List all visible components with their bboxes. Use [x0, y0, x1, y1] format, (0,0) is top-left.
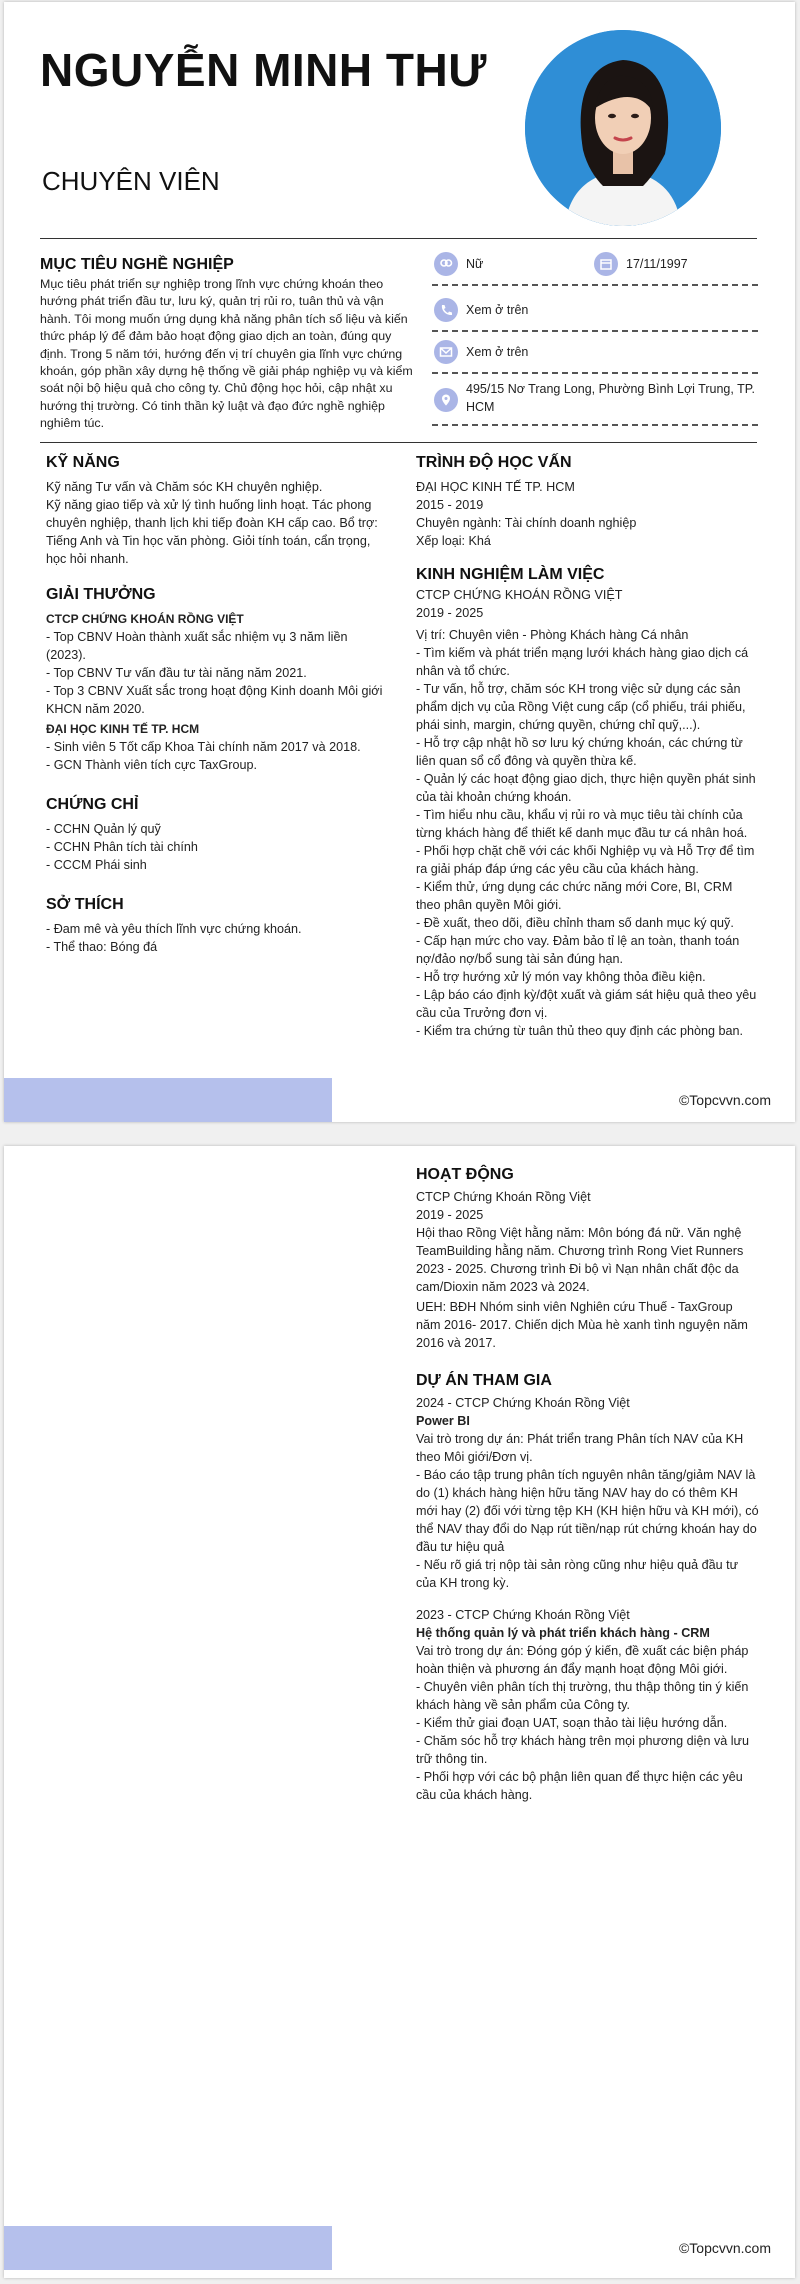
objective-title: MỤC TIÊU NGHỀ NGHIỆP [40, 256, 234, 273]
section-divider [40, 442, 757, 443]
contact-divider [432, 284, 758, 286]
activities-company: CTCP Chứng Khoán Rồng Việt [416, 1190, 591, 1204]
experience-item: - Phối hợp chặt chẽ với các khối Nghiệp vụ và Hỗ Trợ để tìm ra giải pháp đáp ứng các yêu cầu của khách hàng. [416, 844, 755, 876]
experience-position: Vị trí: Chuyên viên - Phòng Khách hàng Cá nhân [416, 628, 689, 642]
experience-item: - Đề xuất, theo dõi, điều chỉnh tham số danh mục ký quỹ. [416, 916, 734, 930]
experience-item: - Tìm kiếm và phát triển mạng lưới khách hàng giao dịch cá nhân và tổ chức. [416, 646, 749, 678]
project-header: 2024 - CTCP Chứng Khoán Rồng Việt [416, 1396, 630, 1410]
footer-accent-bar [4, 1078, 332, 1122]
award-item: - GCN Thành viên tích cực TaxGroup. [46, 758, 257, 772]
experience-company: CTCP CHỨNG KHOÁN RỒNG VIỆT [416, 588, 623, 602]
project-role: Vai trò trong dự án: Phát triển trang Phân tích NAV của KH theo Môi giới/Đơn vị. [416, 1432, 744, 1464]
experience-item: - Hỗ trợ cập nhật hồ sơ lưu ký chứng khoán, các chứng từ liên quan sổ cổ đông và quyền thừa kế. [416, 736, 743, 768]
objective-text: Mục tiêu phát triển sự nghiệp trong lĩnh vực chứng khoán theo hướng phát triển đầu tư, lưu ký, quản trị rủi ro, tuân thủ và vận hành. Tôi mong muốn ứng dụng khả năng phân tích số liệu và kiến thức pháp lý để đảm bảo hoạt động giao dịch an toàn, đúng quy định. Trong 5 năm tới, hướng đến vị trí chuyên gia lĩnh vực chứng khoán, góp phần xây dựng hệ thống về giải pháp nghiệp vụ và kiểm soát nội bộ hiệu quả cho công ty. Chủ động học hỏi, cập nhật xu hướng thị trường. Có tinh thần kỷ luật và đạo đức nghề nghiệp nghiêm túc. [40, 277, 413, 431]
calendar-icon [594, 252, 618, 276]
project-name: Hệ thống quản lý và phát triển khách hàng - CRM [416, 1626, 710, 1640]
email-row [434, 340, 528, 364]
skills-line: Kỹ năng giao tiếp và xử lý tình huống linh hoạt. Tác phong chuyên nghiệp, thanh lịch khi tiếp đoàn KH cấp cao. Bổ trợ: Tiếng Anh và Tin học văn phòng. Giỏi tính toán, cẩn trọng, học hỏi nhanh. [46, 498, 378, 566]
experience-item: - Hỗ trợ hướng xử lý món vay không thỏa điều kiện. [416, 970, 706, 984]
project-item: - Chuyên viên phân tích thị trường, thu thập thông tin ý kiến khách hàng về sản phẩm của Công ty. [416, 1680, 749, 1712]
contact-divider [432, 330, 758, 332]
address-row [434, 380, 764, 416]
experience-title: KINH NGHIỆM LÀM VIỆC [416, 566, 605, 583]
education-title: TRÌNH ĐỘ HỌC VẤN [416, 454, 572, 471]
dob-value: 17/11/1997 [626, 257, 688, 271]
education-rank: Xếp loại: Khá [416, 534, 491, 548]
award-item: - Top 3 CBNV Xuất sắc trong hoạt động Kinh doanh Môi giới KHCN năm 2020. [46, 684, 383, 716]
certs-title: CHỨNG CHỈ [46, 796, 139, 813]
experience-item: - Cấp hạn mức cho vay. Đảm bảo tỉ lệ an toàn, thanh toán nợ/đảo nợ/bổ sung tài sản đúng hạn. [416, 934, 740, 966]
address-value: 495/15 Nơ Trang Long, Phường Bình Lợi Trung, TP. HCM [466, 382, 755, 414]
project-name: Power BI [416, 1414, 470, 1428]
project-item: - Nếu rõ giá trị nộp tài sản ròng cũng như hiệu quả đầu tư của KH trong kỳ. [416, 1558, 739, 1590]
project-item: - Báo cáo tập trung phân tích nguyên nhân tăng/giảm NAV là do (1) khách hàng hiện hữu tăng NAV hay do có thêm KH mới hay (2) đối với từng tệp KH (KH hiện hữu và KH mới), có thể NAV thay đổi do Nạp rút tiền/nạp rút chứng khoán hay do đầu tư hiệu quả [416, 1468, 759, 1554]
education-period: 2015 - 2019 [416, 498, 484, 512]
education-major: Chuyên ngành: Tài chính doanh nghiệp [416, 516, 637, 530]
footer-brand: ©Topcvvn.com [678, 2240, 771, 2256]
gender-icon [434, 252, 458, 276]
experience-item: - Tìm hiểu nhu cầu, khẩu vị rủi ro và mục tiêu tài chính của từng khách hàng để thiết kế danh mục đầu tư cá nhân hoá. [416, 808, 748, 840]
experience-item: - Quản lý các hoạt động giao dịch, thực hiện quyền phát sinh của tài khoản chứng khoán. [416, 772, 756, 804]
cert-item: - CCHN Quản lý quỹ [46, 822, 161, 836]
phone-icon [434, 298, 458, 322]
skills-title: KỸ NĂNG [46, 454, 120, 471]
projects-title: DỰ ÁN THAM GIA [416, 1372, 552, 1389]
hobby-item: - Đam mê và yêu thích lĩnh vực chứng khoán. [46, 922, 302, 936]
profile-photo [525, 30, 721, 226]
experience-item: - Kiểm thử, ứng dụng các chức năng mới Core, BI, CRM theo phân quyền Môi giới. [416, 880, 733, 912]
right-column [416, 454, 760, 1040]
left-column [46, 454, 386, 956]
project-item: - Phối hợp với các bộ phận liên quan để thực hiện các yêu cầu của khách hàng. [416, 1770, 743, 1802]
header-divider [40, 238, 757, 239]
phone-value: Xem ở trên [466, 303, 529, 317]
resume-page-1 [4, 2, 795, 1122]
email-value: Xem ở trên [466, 345, 529, 359]
activities-text: Hội thao Rồng Việt hằng năm: Môn bóng đá nữ. Văn nghệ TeamBuilding hằng năm. Chương trình Rong Viet Runners 2023 - 2025. Chương trình Đi bộ vì Nạn nhân chất độc da cam/Dioxin năm 2023 và 2024. [416, 1226, 744, 1294]
dob-row [594, 252, 688, 276]
awards-title: GIẢI THƯỞNG [46, 586, 156, 603]
project-item: - Chăm sóc hỗ trợ khách hàng trên mọi phương diện và lưu trữ thông tin. [416, 1734, 749, 1766]
award-org: ĐẠI HỌC KINH TẾ TP. HCM [46, 722, 200, 736]
objective-section [40, 256, 418, 433]
experience-item: - Lập báo cáo định kỳ/đột xuất và giám sát hiệu quả theo yêu cầu của Trưởng đơn vị. [416, 988, 757, 1020]
location-pin-icon [434, 388, 458, 412]
education-school: ĐẠI HỌC KINH TẾ TP. HCM [416, 480, 575, 494]
contact-divider [432, 424, 758, 426]
project-role: Vai trò trong dự án: Đóng góp ý kiến, đề xuất các biện pháp hoàn thiện và phương án đẩy mạnh hoạt động Môi giới. [416, 1644, 749, 1676]
email-icon [434, 340, 458, 364]
award-item: - Top CBNV Hoàn thành xuất sắc nhiệm vụ 3 năm liền (2023). [46, 630, 348, 662]
experience-item: - Kiểm tra chứng từ tuân thủ theo quy định các phòng ban. [416, 1024, 744, 1038]
hobbies-title: SỞ THÍCH [46, 896, 124, 913]
award-item: - Top CBNV Tư vấn đầu tư tài năng năm 2021. [46, 666, 307, 680]
award-item: - Sinh viên 5 Tốt cấp Khoa Tài chính năm 2017 và 2018. [46, 740, 361, 754]
project-item: - Kiểm thử giai đoạn UAT, soạn thảo tài liệu hướng dẫn. [416, 1716, 728, 1730]
resume-page-2 [4, 1146, 795, 2278]
phone-row [434, 298, 528, 322]
candidate-role: CHUYÊN VIÊN [42, 166, 220, 196]
activities-text: UEH: BĐH Nhóm sinh viên Nghiên cứu Thuế - TaxGroup năm 2016- 2017. Chiến dịch Mùa hè xanh tình nguyện năm 2016 và 2017. [416, 1300, 748, 1350]
activities-period: 2019 - 2025 [416, 1208, 484, 1222]
contact-divider [432, 372, 758, 374]
cert-item: - CCCM Phái sinh [46, 858, 147, 872]
experience-period: 2019 - 2025 [416, 606, 484, 620]
experience-item: - Tư vấn, hỗ trợ, chăm sóc KH trong việc sử dụng các sản phẩm dịch vụ của Rồng Việt cung cấp (cổ phiếu, trái phiếu, phái sinh, margin, chứng quyền, chứng chỉ quỹ,...). [416, 682, 746, 732]
project-header: 2023 - CTCP Chứng Khoán Rồng Việt [416, 1608, 630, 1622]
cert-item: - CCHN Phân tích tài chính [46, 840, 198, 854]
candidate-name: NGUYỄN MINH THƯ [40, 44, 487, 96]
right-column-page2 [416, 1166, 760, 1804]
gender-row [434, 252, 483, 276]
skills-line: Kỹ năng Tư vấn và Chăm sóc KH chuyên nghiệp. [46, 480, 323, 494]
gender-value: Nữ [466, 257, 484, 271]
activities-title: HOẠT ĐỘNG [416, 1166, 514, 1183]
footer-brand: ©Topcvvn.com [678, 1092, 771, 1108]
person-portrait-icon [525, 30, 721, 226]
footer-accent-bar [4, 2226, 332, 2270]
award-org: CTCP CHỨNG KHOÁN RỒNG VIỆT [46, 612, 244, 626]
hobby-item: - Thể thao: Bóng đá [46, 940, 158, 954]
